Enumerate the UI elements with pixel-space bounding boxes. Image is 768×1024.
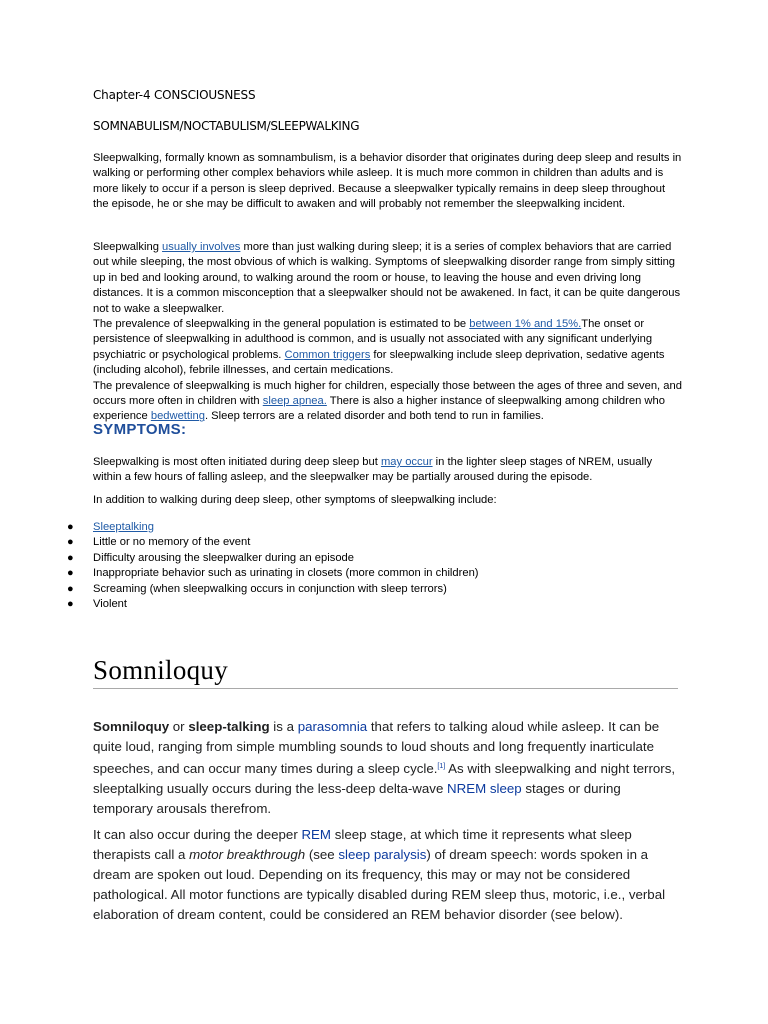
nrem-sleep-link[interactable]: NREM sleep [447,781,522,796]
usually-involves-link[interactable]: usually involves [162,241,241,253]
bullet-icon: ● [67,521,74,533]
list-item: ● Difficulty arousing the sleepwalker during an episode [0,551,479,566]
somniloquy-title: Somniloquy [93,655,229,685]
title-divider [93,688,678,689]
chapter-title: Chapter-4 CONSCIOUSNESS [93,88,256,102]
symptoms-paragraph: Sleepwalking is most often initiated during deep sleep but may occur in the lighter sleep stages of NREM, usually within a few hours of falling asleep, and the sleepwalker may be partially aroused during the episode. [93,456,653,484]
citation-link[interactable]: [1] [437,763,446,770]
sleeptalking-link[interactable]: Sleeptalking [93,521,154,533]
symptoms-heading: SYMPTOMS: [93,421,187,438]
section-subtitle: SOMNABULISM/NOCTABULISM/SLEEPWALKING [93,119,360,133]
parasomnia-link[interactable]: parasomnia [297,719,368,734]
bullet-icon: ● [67,567,74,580]
list-item [0,520,479,535]
list-item: ● Violent [0,597,479,612]
somniloquy-paragraph-2: It can also occur during the deeper REM sleep stage, at which time it represents what sleep therapists call a motor breakthrough (see sleep paralysis) of dream speech: words spoken in a dream are spoken out loud. Depending on its frequency, this may or may not be considered pathological. All motor functions are typically disabled during REM sleep thus, motoric, i.e., verbal elaboration of dream content, could be considered an REM behavior disorder (see below). [93,827,666,922]
list-item: ● Little or no memory of the event [0,535,479,550]
somniloquy-paragraph-1: Somniloquy or sleep-talking is a parasomnia that refers to talking aloud while asleep. It can be quite loud, ranging from simple mumbling sounds to loud shouts and long frequently inarticulate speeches, and can occur many times during a sleep cycle.[1] As with sleepwalking and night terrors, sleeptalking usually occurs during the less-deep delta-wave NREM sleep stages or during temporary arousals therefrom. [93,719,676,816]
common-triggers-link[interactable]: Common triggers [284,348,371,361]
symptoms-intro: In addition to walking during deep sleep, other symptoms of sleepwalking include: [93,494,497,506]
sleepwalking-details-paragraph: Sleepwalking usually involves more than just walking during sleep; it is a series of complex behaviors that are carried out while sleeping, the most obvious of which is walking. Symptoms of sleepwalking disorder range from simply sitting up in bed and looking around, to walking around the room or house, to leaving the house and even driving long distances. It is a common misconception that a sleepwalker should not be awakened. In fact, it can be quite dangerous not to wake a sleepwalker. The prevalence of sleepwalking in the general population is estimated to be between 1% and 15%.The onset or persistence of sleepwalking in adulthood is common, and is usually not associated with any significant underlying psychiatric or psychological problems. Common triggers for sleepwalking include sleep deprivation, sedative agents (including alcohol), febrile illnesses, and certain medications. The prevalence of sleepwalking is much higher for children, especially those between the ages of three and seven, and occurs more often in children with sleep apnea. There is also a higher instance of sleepwalking among children who experience bedwetting. Sleep terrors are a related disorder and both tend to run in families. [93,241,682,423]
list-item: ● Inappropriate behavior such as urinating in closets (more common in children) [0,566,479,581]
list-item: ● Screaming (when sleepwalking occurs in conjunction with sleep terrors) [0,582,479,597]
sleepwalking-intro-paragraph: Sleepwalking, formally known as somnambulism, is a behavior disorder that originates during deep sleep and results in walking or performing other complex behaviors while asleep. It is much more common in children than adults and is more likely to occur if a person is sleep deprived. Because a sleepwalker typically remains in deep sleep throughout the episode, he or she may be difficult to awaken and will probably not remember the sleepwalking incident. [93,152,682,211]
bullet-icon: ● [67,598,74,611]
prevalence-link[interactable]: between 1% and 15%. [469,318,582,331]
sleep-apnea-link[interactable]: sleep apnea. [262,395,327,408]
bullet-icon: ● [67,536,74,549]
bedwetting-link[interactable]: bedwetting [150,410,205,423]
symptoms-list [0,520,479,612]
bullet-icon: ● [67,582,74,595]
rem-link[interactable]: REM [301,827,332,842]
bullet-icon: ● [67,551,74,564]
sleep-paralysis-link[interactable]: sleep paralysis [338,847,427,862]
may-occur-link[interactable]: may occur [380,456,433,468]
